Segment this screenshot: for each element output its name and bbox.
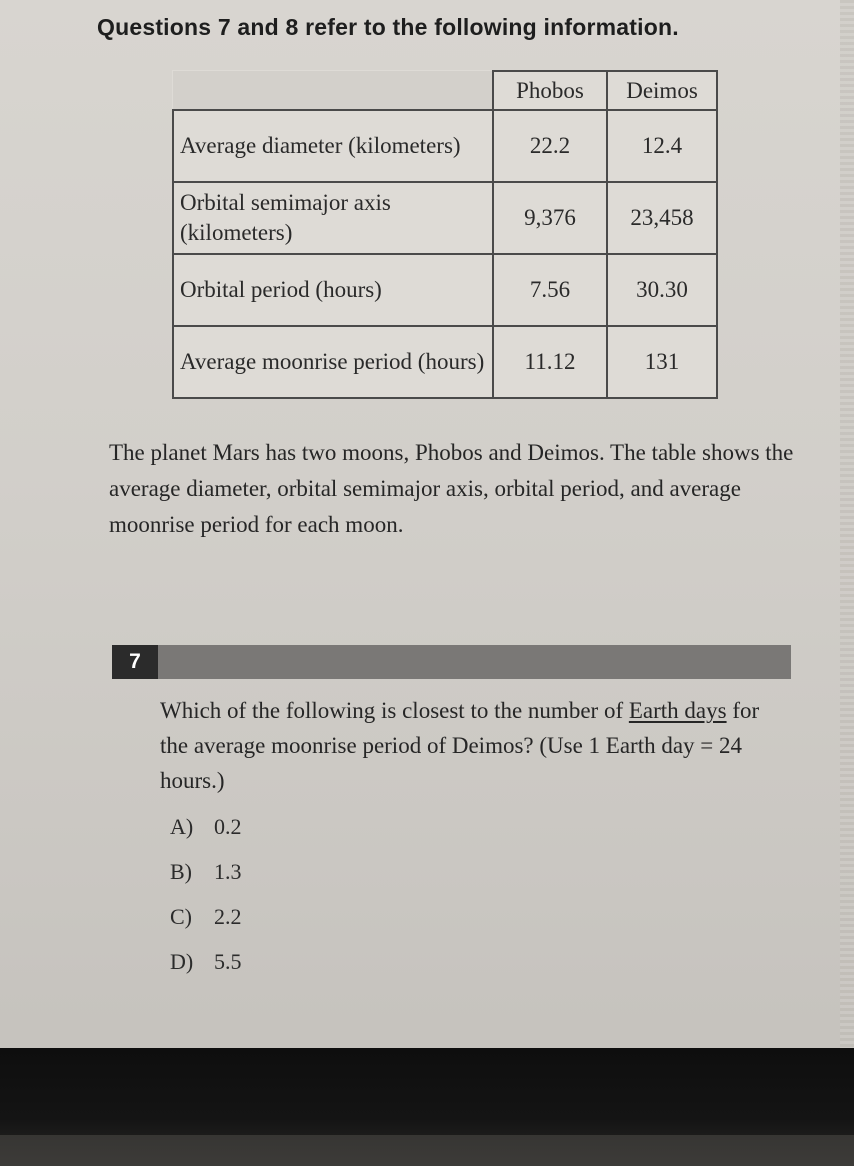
photo-bottom-surface bbox=[0, 1135, 854, 1166]
cell-phobos-period: 7.56 bbox=[493, 254, 607, 326]
column-header-deimos: Deimos bbox=[607, 71, 717, 110]
row-label-semimajor-axis: Orbital semimajor axis (kilometers) bbox=[173, 182, 493, 254]
cell-phobos-semimajor: 9,376 bbox=[493, 182, 607, 254]
cell-phobos-diameter: 22.2 bbox=[493, 110, 607, 182]
question-text bbox=[160, 693, 780, 798]
table-header-row bbox=[173, 71, 717, 110]
cell-deimos-moonrise: 131 bbox=[607, 326, 717, 398]
table-row bbox=[173, 182, 717, 254]
column-header-phobos: Phobos bbox=[493, 71, 607, 110]
question-number: 7 bbox=[112, 645, 158, 679]
question-text-after: for the average moonrise period of Deimos? (Use 1 Earth day = 24 hours.) bbox=[160, 698, 760, 793]
choice-a[interactable] bbox=[170, 812, 242, 857]
choice-value: 0.2 bbox=[214, 814, 242, 839]
answer-choices bbox=[170, 812, 242, 992]
table-row bbox=[173, 254, 717, 326]
question-bar bbox=[112, 645, 791, 679]
table-corner-cell bbox=[173, 71, 493, 110]
section-heading: Questions 7 and 8 refer to the following information. bbox=[97, 14, 679, 40]
question-text-before: Which of the following is closest to the number of bbox=[160, 698, 624, 723]
choice-letter: C) bbox=[170, 904, 192, 929]
choice-value: 1.3 bbox=[214, 859, 242, 884]
choice-letter: A) bbox=[170, 814, 194, 839]
choice-value: 5.5 bbox=[214, 949, 242, 974]
row-label-average-diameter: Average diameter (kilometers) bbox=[173, 110, 493, 182]
row-label-orbital-period: Orbital period (hours) bbox=[173, 254, 493, 326]
question-text-underlined: Earth days bbox=[628, 698, 727, 723]
table-row bbox=[173, 326, 717, 398]
cell-phobos-moonrise: 11.12 bbox=[493, 326, 607, 398]
cell-deimos-semimajor: 23,458 bbox=[607, 182, 717, 254]
choice-d[interactable] bbox=[170, 947, 242, 992]
table-row bbox=[173, 110, 717, 182]
page-edge bbox=[840, 0, 854, 1050]
choice-value: 2.2 bbox=[214, 904, 242, 929]
choice-b[interactable] bbox=[170, 857, 242, 902]
cell-deimos-diameter: 12.4 bbox=[607, 110, 717, 182]
choice-c[interactable] bbox=[170, 902, 242, 947]
choice-letter: D) bbox=[170, 949, 194, 974]
cell-deimos-period: 30.30 bbox=[607, 254, 717, 326]
row-label-moonrise-period: Average moonrise period (hours) bbox=[173, 326, 493, 398]
choice-letter: B) bbox=[170, 859, 192, 884]
moons-table bbox=[172, 70, 718, 399]
intro-paragraph: The planet Mars has two moons, Phobos and Deimos. The table shows the average diameter, orbital semimajor axis, orbital period, and average moonrise period for each moon. bbox=[109, 440, 794, 537]
